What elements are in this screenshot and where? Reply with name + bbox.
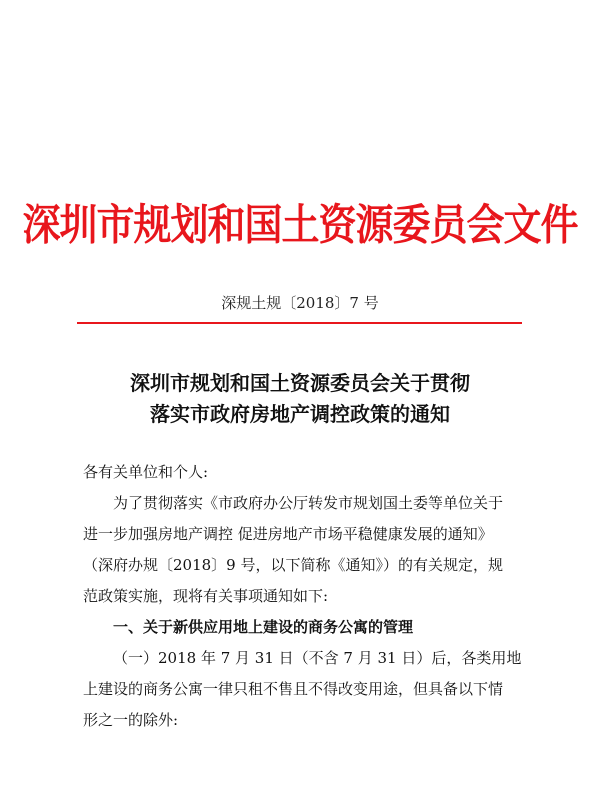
- red-divider-line: [77, 322, 522, 324]
- intro-line-4: 范政策实施，现将有关事项通知如下:: [83, 587, 329, 605]
- salutation: 各有关单位和个人:: [83, 463, 209, 481]
- intro-line-3: （深府办规〔2018〕9 号，以下简称《通知》）的有关规定，规: [83, 556, 503, 574]
- intro-line-2: 进一步加强房地产调控 促进房地产市场平稳健康发展的通知》: [83, 525, 493, 543]
- section-1-heading: 一、关于新供应用地上建设的商务公寓的管理: [113, 618, 414, 636]
- title-line-1: 深圳市规划和国土资源委员会关于贯彻: [130, 371, 470, 395]
- document-body: [83, 457, 523, 736]
- document-title: [0, 368, 600, 430]
- document-number: 深规土规〔2018〕7 号: [221, 294, 379, 312]
- section-1-line-2: 上建设的商务公寓一律只租不售且不得改变用途，但具备以下情: [83, 680, 504, 698]
- intro-line-1: 为了贯彻落实《市政府办公厅转发市规划国土委等单位关于: [113, 494, 504, 512]
- section-1-line-1: （一）2018 年 7 月 31 日（不含 7 月 31 日）后，各类用地: [113, 649, 522, 667]
- section-1-line-3: 形之一的除外:: [83, 711, 179, 729]
- issuer-masthead: 深圳市规划和国土资源委员会文件: [22, 198, 578, 250]
- title-line-2: 落实市政府房地产调控政策的通知: [150, 402, 450, 426]
